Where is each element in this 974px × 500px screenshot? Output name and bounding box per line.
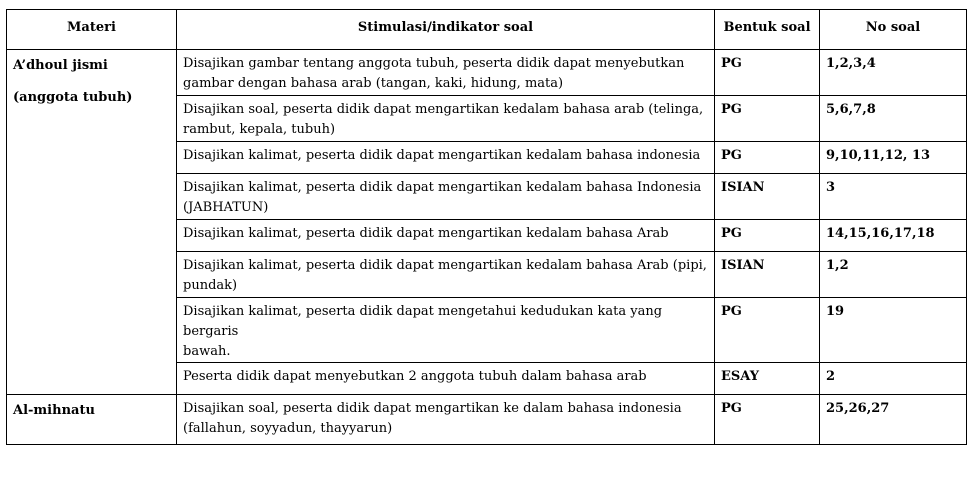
stimulasi-cell xyxy=(177,363,715,395)
stimulasi-cell xyxy=(177,220,715,252)
bentuk-cell: PG xyxy=(715,220,820,252)
bentuk-cell: ISIAN xyxy=(715,174,820,220)
bentuk-cell: PG xyxy=(715,50,820,96)
stimulasi-text: Disajikan kalimat, peserta didik dapat mengetahui kedudukan kata yang bergaris xyxy=(183,304,663,339)
bentuk-cell: PG xyxy=(715,96,820,142)
header-materi: Materi xyxy=(7,10,177,50)
stimulasi-cell xyxy=(177,96,715,142)
stimulasi-text: Disajikan kalimat, peserta didik dapat mengartikan kedalam bahasa Arab (pipi, xyxy=(183,258,707,273)
no-soal-cell: 3 xyxy=(820,174,967,220)
stimulasi-text: Disajikan soal, peserta didik dapat mengartikan ke dalam bahasa indonesia xyxy=(183,401,682,416)
stimulasi-text: bawah. xyxy=(183,344,231,359)
materi-title: Al-mihnatu xyxy=(13,403,95,418)
stimulasi-cell xyxy=(177,298,715,363)
stimulasi-text: Disajikan kalimat, peserta didik dapat mengartikan kedalam bahasa Indonesia xyxy=(183,180,702,195)
stimulasi-text: (JABHATUN) xyxy=(183,200,269,215)
bentuk-cell: ESAY xyxy=(715,363,820,395)
stimulasi-cell xyxy=(177,50,715,96)
bentuk-cell: PG xyxy=(715,298,820,363)
materi-cell xyxy=(7,50,177,395)
no-soal-cell: 19 xyxy=(820,298,967,363)
no-soal-cell: 1,2 xyxy=(820,252,967,298)
stimulasi-text: Disajikan kalimat, peserta didik dapat mengartikan kedalam bahasa Arab xyxy=(183,226,669,241)
stimulasi-cell xyxy=(177,142,715,174)
stimulasi-text: pundak) xyxy=(183,278,238,293)
table-row xyxy=(7,50,967,96)
stimulasi-cell xyxy=(177,174,715,220)
materi-title: A’dhoul jismi xyxy=(13,58,108,73)
no-soal-cell: 14,15,16,17,18 xyxy=(820,220,967,252)
header-row xyxy=(7,10,967,50)
no-soal-cell: 5,6,7,8 xyxy=(820,96,967,142)
kisi-kisi-table xyxy=(6,9,967,445)
stimulasi-cell xyxy=(177,252,715,298)
no-soal-cell: 25,26,27 xyxy=(820,395,967,445)
stimulasi-text: Disajikan kalimat, peserta didik dapat mengartikan kedalam bahasa indonesia xyxy=(183,148,701,163)
bentuk-cell: ISIAN xyxy=(715,252,820,298)
bentuk-cell: PG xyxy=(715,142,820,174)
table-row xyxy=(7,395,967,445)
no-soal-cell: 1,2,3,4 xyxy=(820,50,967,96)
stimulasi-text: Peserta didik dapat menyebutkan 2 anggota tubuh dalam bahasa arab xyxy=(183,369,647,384)
stimulasi-text: rambut, kepala, tubuh) xyxy=(183,122,336,137)
materi-subtitle: (anggota tubuh) xyxy=(13,90,133,105)
header-no-soal: No soal xyxy=(820,10,967,50)
materi-cell xyxy=(7,395,177,445)
stimulasi-text: gambar dengan bahasa arab (tangan, kaki, hidung, mata) xyxy=(183,76,564,91)
stimulasi-text: (fallahun, soyyadun, thayyarun) xyxy=(183,421,393,436)
stimulasi-text: Disajikan soal, peserta didik dapat mengartikan kedalam bahasa arab (telinga, xyxy=(183,102,704,117)
no-soal-cell: 2 xyxy=(820,363,967,395)
header-bentuk: Bentuk soal xyxy=(715,10,820,50)
stimulasi-cell xyxy=(177,395,715,445)
header-stimulasi: Stimulasi/indikator soal xyxy=(177,10,715,50)
stimulasi-text: Disajikan gambar tentang anggota tubuh, peserta didik dapat menyebutkan xyxy=(183,56,685,71)
no-soal-cell: 9,10,11,12, 13 xyxy=(820,142,967,174)
bentuk-cell: PG xyxy=(715,395,820,445)
